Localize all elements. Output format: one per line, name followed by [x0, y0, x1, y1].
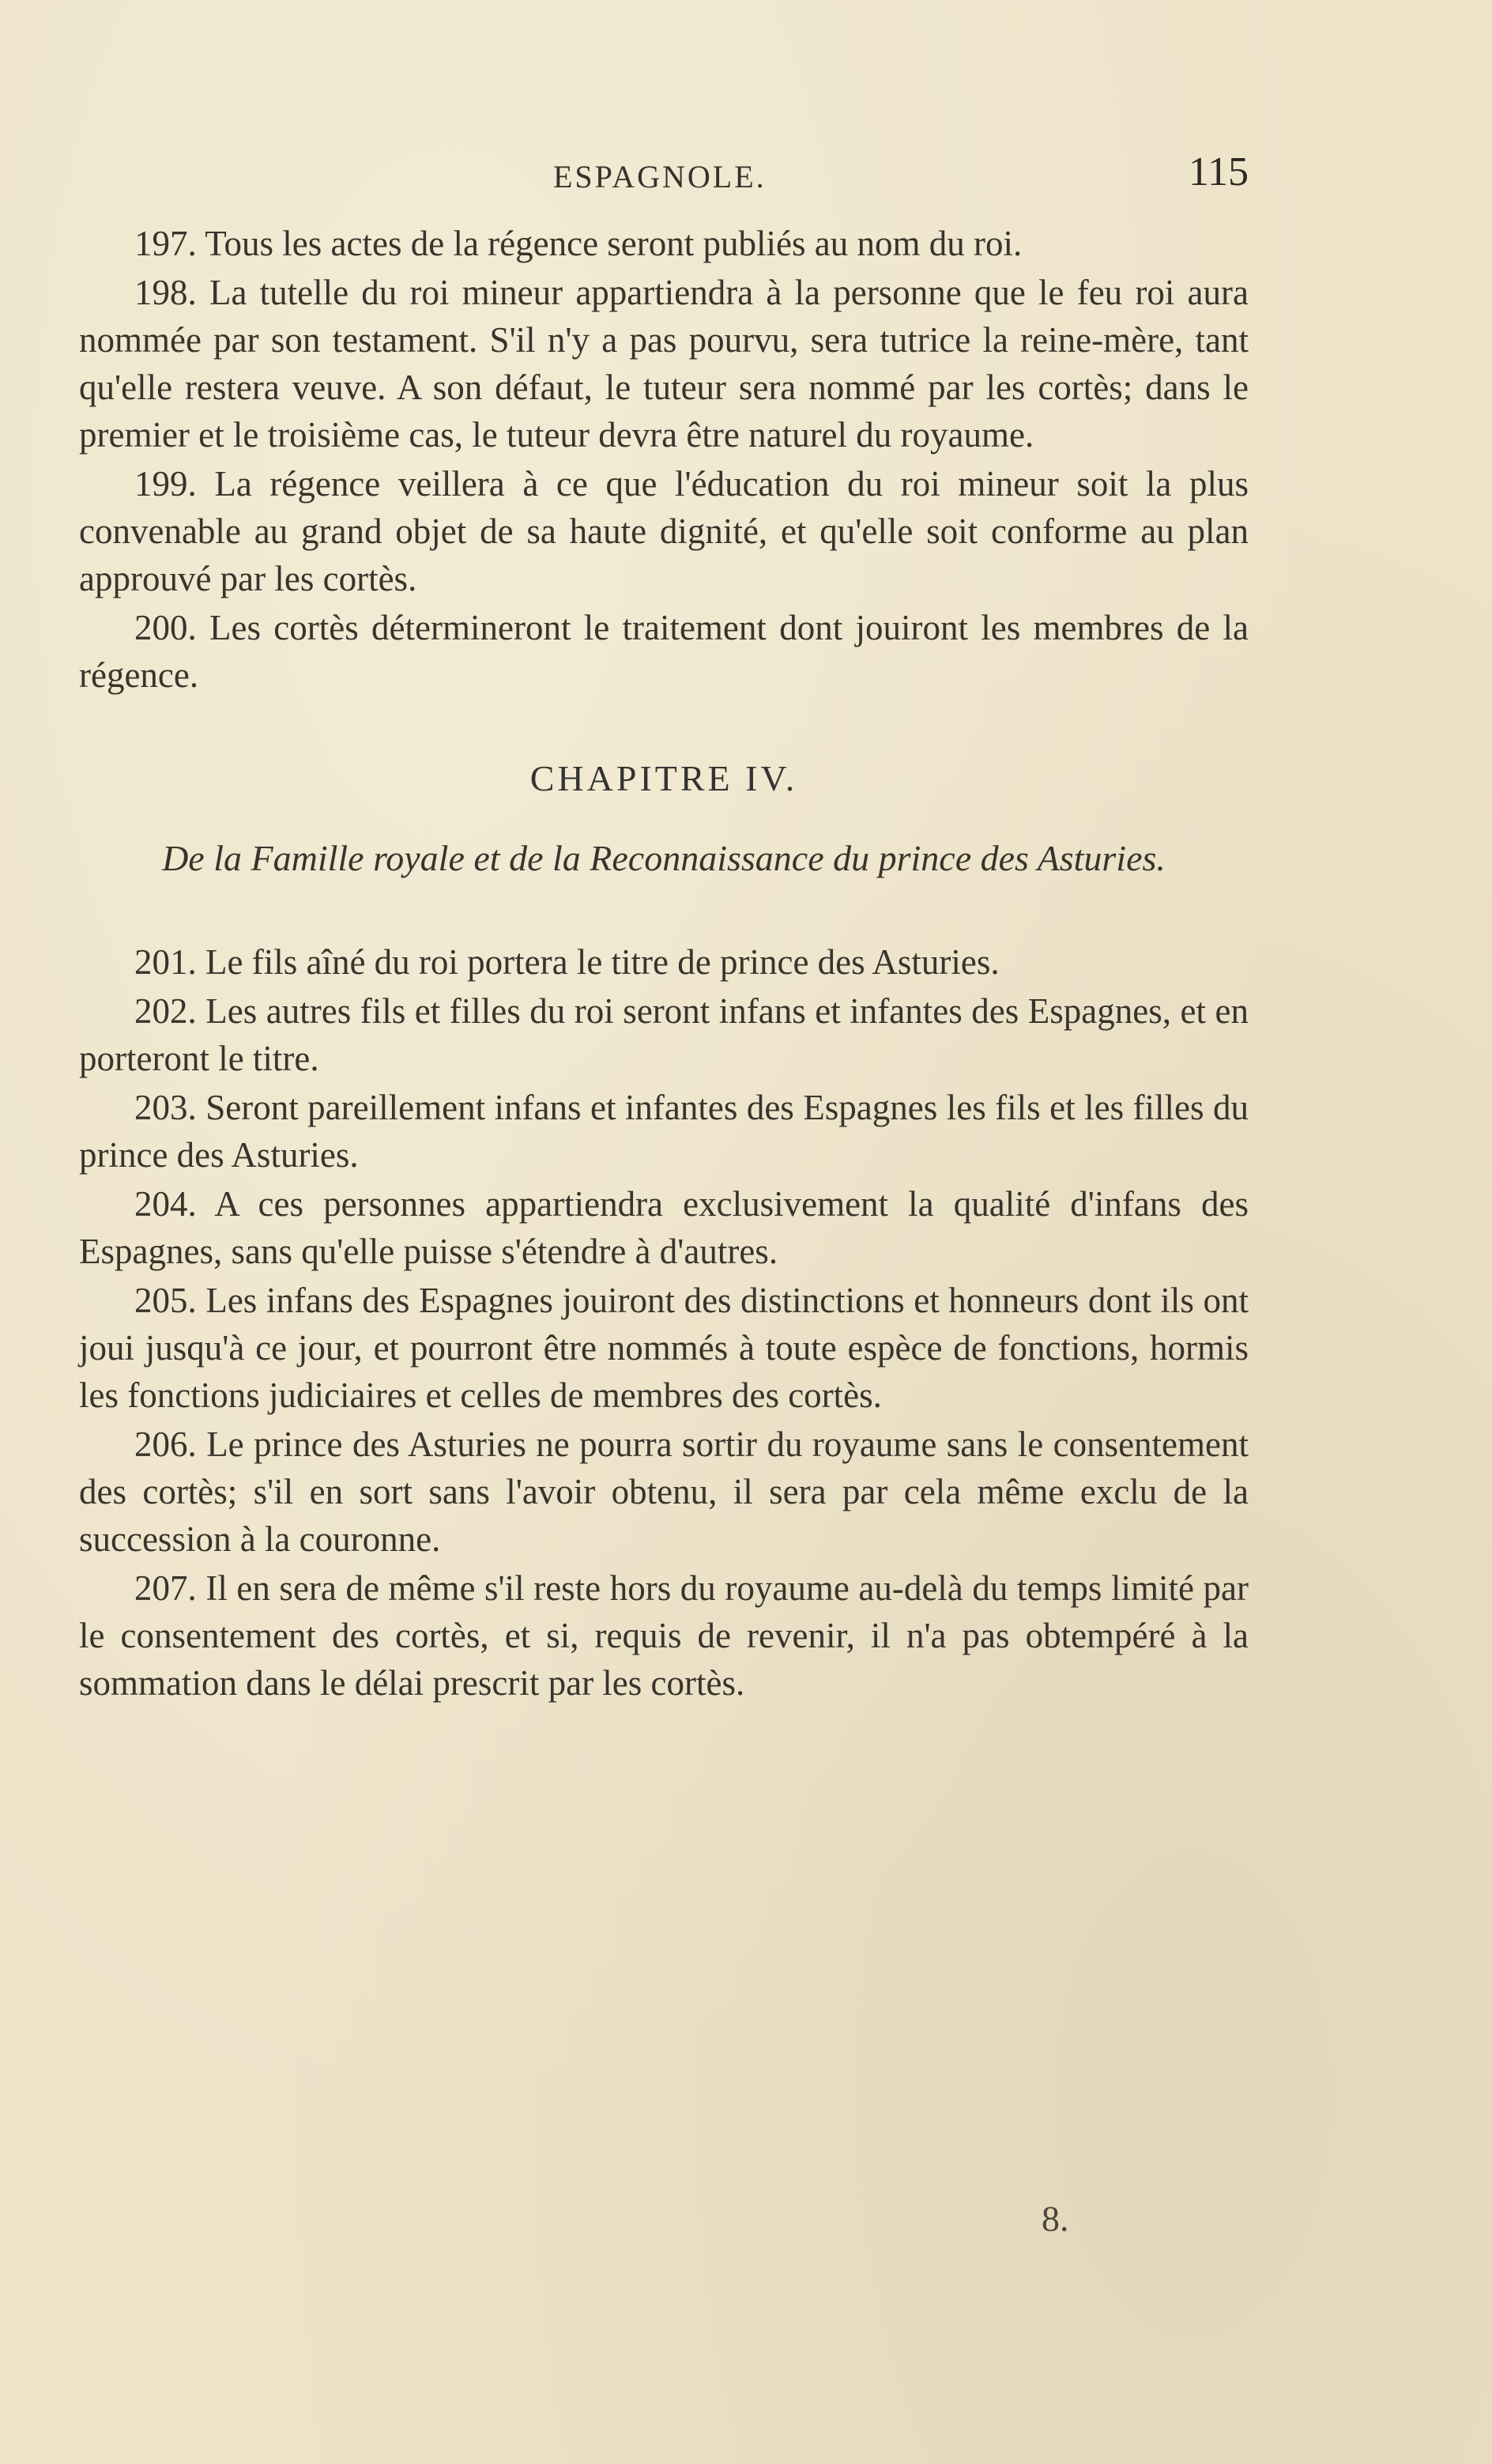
- article-paragraph: [79, 1421, 1249, 1563]
- article-number: 206.: [134, 1424, 197, 1464]
- article-paragraph: [79, 460, 1249, 602]
- article-paragraph: [79, 604, 1249, 699]
- article-text: Il en sera de même s'il reste hors du royaume au-delà du temps limité par le consentement des cortès, et si, requis de revenir, il n'a pas obtempéré à la sommation dans le délai prescrit par les cortès.: [79, 1568, 1249, 1703]
- article-text: Les cortès détermineront le traitement dont jouiront les membres de la régence.: [79, 608, 1249, 695]
- article-number: 198.: [134, 273, 197, 312]
- article-paragraph: [79, 938, 1249, 986]
- article-text: Le fils aîné du roi portera le titre de prince des Asturies.: [205, 942, 1000, 982]
- article-text: La régence veillera à ce que l'éducation du roi mineur soit la plus convenable au grand objet de sa haute dignité, et qu'elle soit conforme au plan approuvé par les cortès.: [79, 464, 1249, 598]
- article-text: Tous les actes de la régence seront publiés au nom du roi.: [205, 224, 1023, 263]
- article-paragraph: [79, 1564, 1249, 1707]
- article-number: 197.: [134, 224, 197, 263]
- body-text: [79, 220, 1249, 1708]
- article-number: 199.: [134, 464, 197, 504]
- article-paragraph: [79, 1180, 1249, 1275]
- article-text: La tutelle du roi mineur appartiendra à la personne que le feu roi aura nommée par son testament. S'il n'y a pas pourvu, sera tutrice la reine-mère, tant qu'elle restera veuve. A son défaut, le tuteur sera nommé par les cortès; dans le premier et le troisième cas, le tuteur devra être naturel du royaume.: [79, 273, 1249, 455]
- chapter-subtitle: De la Famille royale et de la Reconnaissance du prince des Asturies.: [162, 838, 1166, 878]
- article-number: 205.: [134, 1281, 197, 1320]
- signature-mark: 8.: [1042, 2198, 1069, 2239]
- article-text: Le prince des Asturies ne pourra sortir du royaume sans le consentement des cortès; s'il en sort sans l'avoir obtenu, il sera par cela même exclu de la succession à la couronne.: [79, 1424, 1249, 1559]
- article-number: 202.: [134, 991, 197, 1031]
- article-number: 203.: [134, 1088, 197, 1127]
- article-paragraph: [79, 269, 1249, 458]
- page-number: 115: [1188, 149, 1249, 194]
- article-number: 201.: [134, 942, 197, 982]
- article-paragraph: [79, 1277, 1249, 1419]
- article-text: Seront pareillement infans et infantes des Espagnes les fils et les filles du prince des Asturies.: [79, 1088, 1249, 1175]
- article-text: Les infans des Espagnes jouiront des distinctions et honneurs dont ils ont joui jusqu'à ce jour, et pourront être nommés à toute espèce de fonctions, hormis les fonctions judiciaires et celles de membres des cortès.: [79, 1281, 1249, 1415]
- chapter-heading: CHAPITRE IV.: [529, 758, 798, 798]
- article-paragraph: [79, 1084, 1249, 1179]
- page-header: [79, 149, 1249, 206]
- article-text: Les autres fils et filles du roi seront infans et infantes des Espagnes, et en porteront le titre.: [79, 991, 1249, 1078]
- article-text: A ces personnes appartiendra exclusivement la qualité d'infans des Espagnes, sans qu'elle puisse s'étendre à d'autres.: [79, 1184, 1249, 1271]
- article-number: 200.: [134, 608, 197, 647]
- article-number: 204.: [134, 1184, 197, 1224]
- article-paragraph: [79, 220, 1249, 267]
- running-head: ESPAGNOLE.: [553, 159, 767, 194]
- article-number: 207.: [134, 1568, 197, 1608]
- article-paragraph: [79, 987, 1249, 1082]
